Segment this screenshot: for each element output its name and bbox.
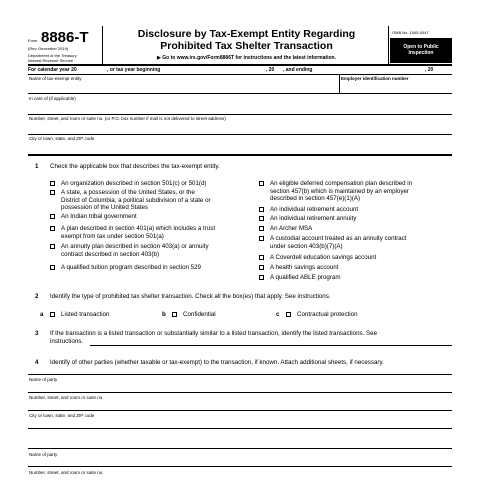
header-divider-right <box>388 26 389 64</box>
opt-contractual: Contractual protection <box>297 311 358 318</box>
entity-name-label: Name of tax-exempt entity <box>29 76 82 81</box>
tax-year-label: , or tax year beginning <box>107 67 161 73</box>
line3-text-l2: instructions. <box>50 337 84 345</box>
line2-letter-b: b <box>162 311 166 318</box>
checkbox-custodial[interactable] <box>259 236 264 241</box>
opt-ira-annuity <box>270 215 460 223</box>
opt-457b-l2: section 457(b) which is maintained by an employer <box>270 187 409 195</box>
opt-457b <box>270 180 460 203</box>
line1-number: 1 <box>35 163 39 170</box>
line2-letter-a: a <box>40 311 44 318</box>
checkbox-contractual[interactable] <box>286 312 291 317</box>
opt-501c <box>61 180 251 188</box>
opt-confidential: Confidential <box>183 311 216 318</box>
line3-number: 3 <box>35 330 39 337</box>
party1-street-field[interactable] <box>28 393 452 410</box>
opt-457b-l1: An eligible deferred compensation plan described in <box>270 180 413 187</box>
opt-custodial <box>270 235 460 250</box>
form-revision: (Rev. December 2019) <box>28 46 69 51</box>
address-field[interactable] <box>28 115 452 134</box>
party1-city-field[interactable] <box>28 411 452 428</box>
checkbox-indian-tribal[interactable] <box>50 214 55 219</box>
city-rule <box>28 154 452 156</box>
opt-custodial-l1: A custodial account treated as an annuity contract <box>270 235 407 242</box>
address-label: Number, street, and room or suite no. (or P.O. box number if mail is not delivered to street address) <box>29 116 226 121</box>
opt-state-l3: possession of the United States <box>61 204 149 211</box>
city-field[interactable] <box>28 135 452 154</box>
checkbox-listed[interactable] <box>50 312 55 317</box>
checkbox-ira-account[interactable] <box>259 207 264 212</box>
header-bottom-rule <box>28 64 452 66</box>
form-title-line2: Prohibited Tax Shelter Transaction <box>160 40 333 52</box>
opt-457b-l3: described in section 457(e)(1)(A) <box>270 195 361 202</box>
opt-archer-l1: An Archer MSA <box>270 225 313 232</box>
opt-coverdell <box>270 254 460 262</box>
open-public-line1: Open to Public <box>403 44 439 50</box>
party1-city-label: City or town, state, and ZIP code <box>29 413 95 418</box>
form-word: Form <box>28 38 38 43</box>
opt-able-l1: A qualified ABLE program <box>270 274 341 281</box>
line4-number: 4 <box>35 359 39 366</box>
opt-401a-l2: exempt from tax under section 501(a) <box>61 232 164 240</box>
ending-label: , and ending <box>283 67 313 73</box>
header-divider-left <box>102 26 103 64</box>
party2-street-field[interactable] <box>28 468 452 480</box>
omb-number: OMB No. 1545-0047 <box>392 30 429 35</box>
opt-able <box>270 274 460 282</box>
care-of-field[interactable] <box>28 94 452 114</box>
party1-street-label: Number, street, and room or suite no. <box>29 395 104 400</box>
opt-coverdell-l1: A Coverdell education savings account <box>270 254 377 261</box>
line3-answer-rule <box>90 345 452 346</box>
opt-ira-account <box>270 206 460 214</box>
open-public-badge <box>390 38 452 63</box>
opt-401a-l1: A plan described in section 401(a) which includes a trust <box>61 225 216 232</box>
opt-state <box>61 189 251 212</box>
checkbox-457b[interactable] <box>259 181 264 186</box>
opt-529-l1: A qualified tuition program described in section 529 <box>61 264 201 271</box>
party1-name-field[interactable] <box>28 375 452 392</box>
line3-answer-field[interactable] <box>90 337 452 345</box>
checkbox-ira-annuity[interactable] <box>259 216 264 221</box>
checkbox-archer-msa[interactable] <box>259 226 264 231</box>
opt-529 <box>61 264 251 272</box>
opt-archer-msa <box>270 225 460 233</box>
opt-state-l1: A state, a possession of the United States, or the <box>61 189 195 196</box>
checkbox-403a[interactable] <box>50 244 55 249</box>
entity-name-field[interactable] <box>28 75 338 94</box>
checkbox-501c[interactable] <box>50 181 55 186</box>
party2-name-rule <box>28 466 452 467</box>
checkbox-confidential[interactable] <box>172 312 177 317</box>
party1-name-label: Name of party <box>29 377 58 382</box>
dept-treasury: Department of the Treasury <box>28 53 77 58</box>
party2-name-field[interactable] <box>28 450 452 466</box>
party2-street-label: Number, street, and room or suite no. <box>29 470 104 475</box>
form-title-line1: Disclosure by Tax-Exempt Entity Regarding <box>137 28 356 40</box>
opt-custodial-l2: under section 403(b)(7)(A) <box>270 242 343 250</box>
opt-403a-l2: contract described in section 403(b) <box>61 250 160 258</box>
line2-letter-c: c <box>276 311 280 318</box>
checkbox-state[interactable] <box>50 190 55 195</box>
year-end-20: , 20 <box>425 67 434 73</box>
opt-indian-l1: An Indian tribal government <box>61 213 137 220</box>
irs-label: Internal Revenue Service <box>28 58 73 63</box>
line4-text: Identify of other parties (whether taxable or tax-exempt) to the transaction, if known. Attach additional sheets, if necessary. <box>50 359 384 366</box>
checkbox-401a[interactable] <box>50 226 55 231</box>
checkbox-529[interactable] <box>50 265 55 270</box>
form-number: 8886-T <box>41 29 89 46</box>
ein-field[interactable] <box>340 75 452 94</box>
line2-number: 2 <box>35 293 39 300</box>
checkbox-hsa[interactable] <box>259 265 264 270</box>
opt-indian-tribal <box>61 213 251 221</box>
line3-text-l1: If the transaction is a listed transaction or substantially similar to a listed transaction, identify the listed transactions. See <box>50 330 378 337</box>
opt-501c-l1: An organization described in section 501(c) or 501(d) <box>61 180 207 187</box>
checkbox-able[interactable] <box>259 275 264 280</box>
opt-listed: Listed transaction <box>61 311 110 318</box>
opt-hsa <box>270 264 460 272</box>
party-separator-rule <box>28 448 452 449</box>
opt-401a <box>61 225 251 240</box>
opt-state-l2: District of Columbia, a political subdivision of a state or <box>61 196 211 204</box>
opt-403a <box>61 243 251 258</box>
opt-ira-annuity-l1: An individual retirement annuity <box>270 215 357 222</box>
checkbox-coverdell[interactable] <box>259 255 264 260</box>
ein-label: Employer identification number <box>341 76 409 81</box>
city-label: City or town, state, and ZIP code <box>29 136 95 141</box>
line1-text: Check the applicable box that describes the tax-exempt entity. <box>50 163 220 170</box>
year-mid-20: , 20 <box>266 67 275 73</box>
opt-hsa-l1: A health savings account <box>270 264 339 271</box>
line2-text: Identify the type of prohibited tax shelter transaction. Check all the box(es) that apply. See instructions. <box>50 293 331 300</box>
opt-403a-l1: An annuity plan described in section 403(a) or annuity <box>61 243 209 250</box>
party2-name-label: Name of party <box>29 452 58 457</box>
goto-instructions: ▶ Go to www.irs.gov/Form8886T for instructions and the latest information. <box>157 55 336 61</box>
calendar-year-label: For calendar year 20 <box>28 67 77 73</box>
opt-ira-account-l1: An individual retirement account <box>270 206 359 213</box>
care-of-label: In care of (if applicable) <box>29 96 76 101</box>
open-public-line2: Inspection <box>408 50 434 56</box>
party1-city-rule <box>28 428 452 429</box>
